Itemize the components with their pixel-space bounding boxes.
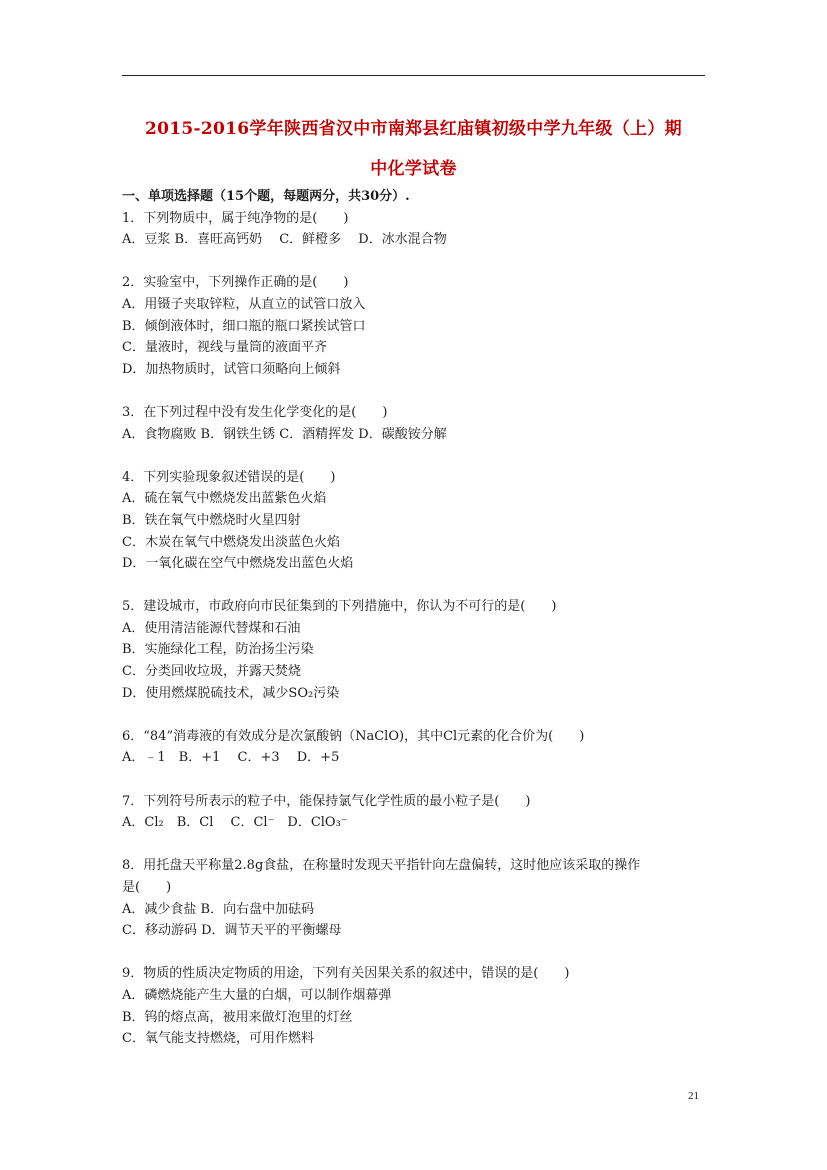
question-list [122, 208, 712, 1050]
question-block [122, 467, 712, 575]
question-block [122, 855, 712, 941]
question-stem: 2．实验室中，下列操作正确的是( ) [122, 275, 349, 291]
header-rule [122, 75, 705, 76]
question-line: A．使用清洁能源代替煤和石油 [122, 620, 301, 636]
question-spacer [122, 834, 712, 856]
question-line: D．使用燃煤脱硫技术，减少SO₂污染 [122, 685, 340, 701]
question-line: A．磷燃烧能产生大量的白烟，可以制作烟幕弹 [122, 987, 392, 1003]
question-block [122, 726, 712, 769]
question-stem: 8．用托盘天平称量2.8g食盐，在称量时发现天平指针向左盘偏转，这时他应该采取的操作 [122, 858, 641, 874]
question-spacer [122, 380, 712, 402]
question-spacer [122, 704, 712, 726]
question-spacer [122, 769, 712, 791]
question-block [122, 596, 712, 704]
question-spacer [122, 942, 712, 964]
question-line: B．倾倒液体时，细口瓶的瓶口紧挨试管口 [122, 318, 366, 334]
question-stem: 9．物质的性质决定物质的用途，下列有关因果关系的叙述中，错误的是( ) [122, 966, 570, 982]
question-line: 是( ) [122, 880, 172, 895]
page-number: 21 [688, 1090, 699, 1102]
question-block [122, 402, 712, 445]
question-spacer [122, 251, 712, 273]
question-line: A．减少食盐 B．向右盘中加砝码 [122, 901, 315, 917]
question-spacer [122, 575, 712, 597]
question-line: B．实施绿化工程，防治扬尘污染 [122, 642, 314, 658]
question-line: A．硫在氧气中燃烧发出蓝紫色火焰 [122, 491, 327, 507]
question-stem: 4．下列实验现象叙述错误的是( ) [122, 469, 336, 485]
question-stem: 5．建设城市，市政府向市民征集到的下列措施中，你认为不可行的是( ) [122, 599, 557, 615]
question-stem: 3．在下列过程中没有发生化学变化的是( ) [122, 404, 388, 420]
question-block [122, 272, 712, 380]
exam-title-line-1: 2015-2016学年陕西省汉中市南郑县红庙镇初级中学九年级（上）期 [145, 119, 682, 139]
question-block [122, 963, 712, 1049]
question-line: B．钨的熔点高，被用来做灯泡里的灯丝 [122, 1009, 353, 1025]
exam-title-line-2: 中化学试卷 [370, 159, 457, 179]
question-line: C．移动游码 D．调节天平的平衡螺母 [122, 923, 342, 939]
question-line: A．﹣1 B．+1 C．+3 D．+5 [122, 750, 340, 766]
question-stem: 6．“84”消毒液的有效成分是次氯酸钠（NaClO)，其中Cl元素的化合价为( ) [122, 728, 585, 744]
question-line: C．木炭在氧气中燃烧发出淡蓝色火焰 [122, 534, 340, 550]
question-line: C．分类回收垃圾，并露天焚烧 [122, 664, 301, 680]
question-line: B．铁在氧气中燃烧时火星四射 [122, 512, 301, 528]
question-line: A．豆浆 B．喜旺高钙奶 C．鲜橙多 D．冰水混合物 [122, 232, 447, 248]
question-block [122, 208, 712, 251]
question-stem: 7．下列符号所表示的粒子中，能保持氯气化学性质的最小粒子是( ) [122, 793, 531, 809]
question-line: D．加热物质时，试管口须略向上倾斜 [122, 361, 341, 377]
question-line: A．用镊子夹取锌粒，从直立的试管口放入 [122, 296, 366, 312]
question-line: A．Cl₂ B．Cl C．Cl⁻ D．ClO₃⁻ [122, 815, 348, 831]
question-block [122, 791, 712, 834]
question-line: D．一氧化碳在空气中燃烧发出蓝色火焰 [122, 556, 354, 572]
question-stem: 1．下列物质中，属于纯净物的是( ) [122, 210, 349, 226]
question-line: C．量液时，视线与量筒的液面平齐 [122, 340, 327, 356]
question-line: C．氧气能支持燃烧，可用作燃料 [122, 1031, 314, 1047]
question-line: A．食物腐败 B．钢铁生锈 C．酒精挥发 D．碳酸铵分解 [122, 426, 447, 442]
section-heading: 一、单项选择题（15个题，每题两分，共30分）. [122, 189, 410, 204]
question-spacer [122, 445, 712, 467]
exam-content [122, 186, 712, 1050]
